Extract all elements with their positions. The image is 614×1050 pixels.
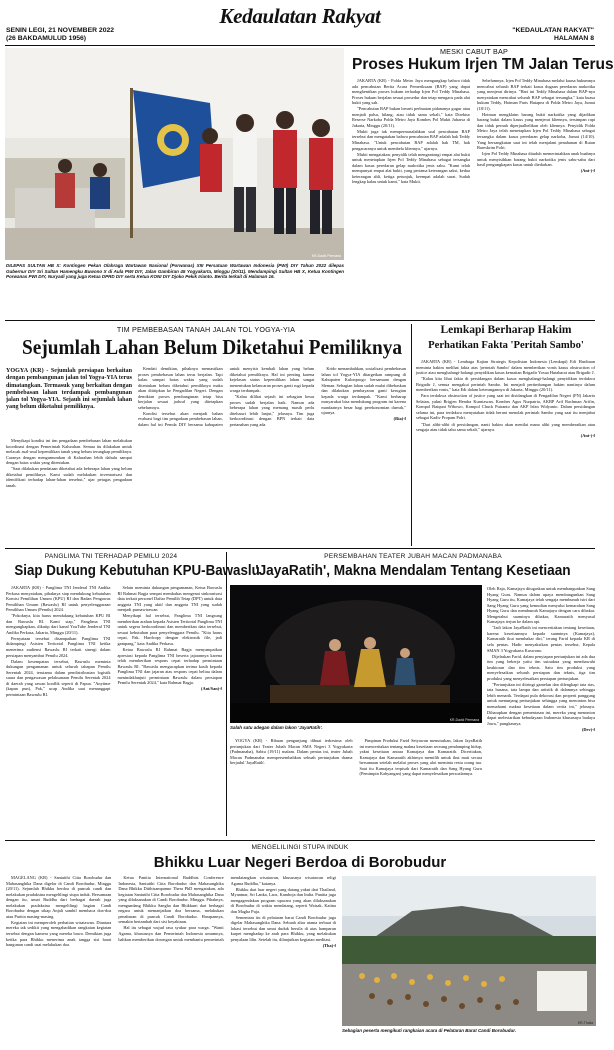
headline-teater: 'JayaRatih', Makna Mendalam Tentang Kesetiaan xyxy=(255,563,571,579)
paragraph: "Pokoknya, kita harus mendukung kebutuhan KPU RI dan Bawaslu RI. Kami siap," Panglima TNI mengungkapkan, dikutip dari kanal YouTube Jenderal TNI Andika Perkasa, Jakarta, Minggu (20/11). xyxy=(6,613,111,635)
byline-signature: (Dev)-f xyxy=(581,726,595,732)
kicker-hakim: Lemkapi Berharap Hakim xyxy=(440,324,572,336)
paragraph: Ketua Panitia International Buddhist Conference Indonesia, Santutthi Citta Borobudur dan Mahasanghika Dana Bhikku Ditthisampanno Thera PhD mengatakan, ada kegiatan Santutthi Citta Borobudur dan Mahasanghika Dana yang dilaksanakan di Candi Borobudur. Minggu. Pihaknya, mengundang Bhikku Sangha dan Bhikkuni dari berbagai negara untuk memanjatkan doa bersama, melakukan penaburan di puncak Candi Borobudur. Harapannya, semakin bertambah dari sisi keyakinan. xyxy=(118,875,224,925)
paragraph: "Jadi lakon JayaRatih ini menceritakan tentang kesetiaan, karena kesetiaannya kepada suaminya (Kamajaya), Kamaratih ikut membakar diri," terang Farid kepada KR di sela pentas. Hadir menyaksikan pentas tersebut, Kepala SMAN 3 Yogyakarta Kuswono. xyxy=(487,625,595,653)
tol-col1 xyxy=(6,438,132,544)
paragraph: JAKARTA (KR) - Polda Metro Jaya mengungkap bahwa tidak ada pencabutan Berita Acara Pemeriksaan (BAP) yang dapat menghentikan proses hukum terhadap Irjen Pol Teddy Minahasa. Proses hukum berjalan sesuai prosedur dan tetap mengacu pada alat bukti yang sah. xyxy=(352,78,470,106)
article-bhikku-body xyxy=(6,875,336,1047)
masthead-logo xyxy=(205,3,395,29)
headline-pemilu: Siap Dukung Kebutuhan KPU-Bawaslu xyxy=(14,563,260,579)
paragraph: Dalam kesempatan tersebut, Bawaslu meminta dukungan pengamanan untuk seluruh tahapan Pemilu Serentak 2024, terutama dalam pendistribusian logistik suara dan pengawasan pelaksanaan Pemilu Serentak 2024 di daerah yang rawan konflik seperti di Papua. "Anytime (kapan pun), Pak," ucap Andika saat menanggapi permintaan Bawaslu RI. xyxy=(6,658,111,697)
section-rule-1 xyxy=(5,320,595,321)
paragraph: Hal itu sebagai wujud rasa syukur para warga. "Wanti Agama, khususnya dan Pemerintah Indonesia umumnya, bahkan memberikan dorongan untuk membantu pemerintah mendatangkan wisatawan, khususnya wisatawan religi Agama Buddha," katanya. xyxy=(118,875,336,942)
masthead-rule xyxy=(5,45,595,46)
byline-signature: (Tha)-f xyxy=(322,943,336,949)
paragraph: Krido menambahkan, sosialisasi pembebasan lahan tol Yogya-YIA ditargetkan rampung di Kabupaten Kulonprogo bersamaan dengan Sleman. Sebagian lahan sudah mulai dibebaskan dan dilakukan pembayaran ganti kerugian kepada warga terdampak. "Kami berharap masyarakat bisa mendukung program ini karena manfaatnya besar bagi perekonomian daerah," ujarnya. xyxy=(321,366,406,416)
paragraph: YOGYA (KR) - Ribuan pengunjung dibuat terkesima oleh pertunjukan dari Teater Jubah Macan SMA Negeri 3 Yogyakarta (Padmanaba), Sabtu (19/11) malam. Dalam pentas ini, teater Jubah Macan Padmanaba mempersembahkan sebuah pertunjukan drama berjudul 'JayaRatih'. xyxy=(230,738,353,766)
paragraph: "Dari alibi-alibi di persidangan, nanti hakim akan menilai mana alibi yang memberatkan atau sengaja atau tidak tahu sama sekali," ujarnya. xyxy=(416,421,595,433)
byline-signature: (Ant-)-f xyxy=(580,433,595,439)
issue-date-javanese: (26 BAKDAMULUD 1956) xyxy=(6,35,87,42)
masthead-date xyxy=(6,27,206,47)
photo-borobudur xyxy=(342,876,596,1026)
article-police-body xyxy=(352,78,595,314)
paragraph: Menyikapi kondisi ini tim pengadaan pembebasan lahan melakukan koordinasi dengan Pemerintah Kalurahan. Semua itu dilakukan untuk melacak asal-usul kepemilikan tanah yang belum terungkap pemiliknya. Caranya dengan mengumumkan di Kalurahan lebih dahulu sampai dengan batas waktu yang ditentukan. xyxy=(6,438,132,466)
paragraph: Selain meminta dukungan pengamanan, Ketua Bawaslu RI Rahmat Bagja sempat membahas mengenai sinkronisasi data terkait personel Daftar Pemilih Tetap (DPT) untuk data anggota TNI yang aktif dan anggota TNI yang sudah menjadi purnawirawan. xyxy=(117,585,222,613)
paragraph: "Pencabutan BAP bukan berarti perbuatan pidananya gugur atau menjadi palsu, hilang, atau tidak sama sekali," kata Direktur Reserse Narkoba Polda Metro Jaya Kombes Pol Mukti Juharsa di Jakarta, Minggu (20/11). xyxy=(352,106,470,128)
paragraph: "Pertunjukan ini diiringi gamelan dan dilengkapi tata rias, tata busana, tata lampu dan artistik di dalamnya sehingga lebih menarik. Terdapat pula dekorasi dan properti panggung untuk menunjang pertunjukan sehingga yang menonton bisa memahami makna kesetiaan dalam cerita ini," jelasnya. Diharapkan dengan pementasan ini, mereka yang menonton dapat melestarikan kebudayaan Indonesia khususnya budaya Jawa," pungkasnya. xyxy=(487,681,595,726)
headline-tol: Sejumlah Lahan Belum Diketahui Pemiliknya xyxy=(22,335,403,359)
kicker-teater: PERSEMBAHAN TEATER JUBAH MACAN PADMANABA xyxy=(324,553,502,560)
byline-signature: (Ria)-f xyxy=(393,416,406,422)
paragraph: Mukti mengatakan, penyidik telah mengantongi empat alat bukti untuk menetapkan Irjen Pol Teddy Minahasa sebagai tersangka dalam kasus peredaran gelap narkotika jenis sabu. "Kami telah mempunyai empat alat bukti, yang pertama keterangan saksi, kedua keterangan ahli, ketiga petunjuk, keempat adalah surat. Sudah lengkap kalau untuk kami," kata Mukti. xyxy=(352,151,470,185)
photo-credit: KR-David Permana xyxy=(311,254,341,258)
photo-credit: KR-David Permana xyxy=(449,718,479,722)
paragraph: Bhikku dari luar negeri yang datang yakni dari Thailand, Myanmar, Sri Lanka, Laos, Kamboja dan India. Panitia juga mengagendakan program upacara yang akan dilaksanakan di Borobudur di waktu mendatang, seperti Waisak, Katina dan Magha Puja. xyxy=(230,886,336,914)
vertical-rule-teater xyxy=(226,552,227,836)
photo-caption-sultan: DILEPAS SULTAN HB X: Kontingen Pekan Olahraga Wartawan Nasional (Porwanas) XIII Persatuan Wartawan Indonesia (PWI) DIY Tahun 2022 dilepas Gubernur DIY Sri Sultan Hamengku Buwono X di Aula PWI DIY, Jalan Gambiran 45 Yogyakarta, Minggu (20/11). Mendampingi Sultan HB X, Ketua Kontingen Porwanas PWI DIY, Nuryadi yang juga Ketua DPRD DIY serta Ketua KONI DIY Djoko Pekik Irianto. Berita terkait di Halaman 16. xyxy=(6,263,344,280)
headline-hakim: Perhatikan Fakta 'Peritah Sambo' xyxy=(428,340,584,351)
paragraph: Ketua Bawaslu RI Rahmat Bagja menyampaikan apresiasi kepada Panglima TNI beserta jajarannya karena telah memberikan respons cepat terhadap permintaan Bawaslu RI. "Bawaslu mengucapkan terima kasih kepada Panglima TNI dan jajaran atas respons cepat beliau dalam menindaklanjuti permintaan Bawaslu dalam persiapan Pemilu Serentak 2024," kata Rahmat Bagja. xyxy=(117,647,222,686)
theater-stage-photo xyxy=(230,585,482,723)
page-number: HALAMAN 8 xyxy=(553,35,594,42)
tol-lead: YOGYA (KR) - Sejumlah persiapan berkaitan dengan pembangunan jalan tol Yogya-YIA terus dimatangkan. Termasuk yang berkaitan dengan pembebasan lahan terdampak pembangunan jalan tol Yogya-YIA. Sejauh ini sejumlah lahan yang belum diketahui pemiliknya. xyxy=(6,368,132,411)
paragraph: MAGELANG (KR) - Santutthi Citta Borobudur dan Mahasanghika Dana digelar di Candi Borobudur, Minggu (20/11). Sejumlah Bhikku berdoa di puncak candi dan melakukan pradaksina mengelilingi stupa induk. Bersamaan dengan itu, umat Buddha dari berbagai daerah juga melakukan pradaksina mengelilingi bagian Candi Borobudur dengan sikap Anjali sambil membaca doa-doa atau Paritta masing-masing. xyxy=(6,875,112,919)
paragraph: Dijelaskan Farid, dalam penyiapan pertunjukan ini ada dua tim yang bekerja yaitu tim sutradara yang membawahi keaktoran dan tim teknis. Satu tim produksi yang menyelesaikan seluruh persiapan dan teknis, tiga tim produksi yang menyelesaikan persiapan pertunjukan. xyxy=(487,653,595,681)
paragraph: Kendati demikian, pihaknya memastikan proses pembebasan lahan terus berjalan. Tapi kalau sampai batas waktu yang sudah ditentukan belum diketahui pemiliknya maka akan dititipkan ke Pengadilan Negeri. Dengan demikian proses pembangunan tetap bisa berjalan sesuai jadwal yang ditetapkan sebelumnya. xyxy=(138,366,223,410)
photo-caption-teater: Salah satu adegan dalam lakon 'JayaRatih'. xyxy=(230,725,323,730)
paragraph: "Kalau dilihat sejauh ini sebagian besar proses sudah berjalan baik. Namun ada beberapa lahan yang memang masih perlu ditelusuri lebih lanjut," jelasnya. Tim juga berkoordinasi dengan BPN terkait data pertanahan yang ada. xyxy=(229,394,315,427)
paragraph: Irjen Pol Teddy Minahasa dituduh memerintahkan anak buahnya untuk menyisihkan barang bukti narkotika jenis sabu-sabu dari hasil pengungkapan kasus untuk diedarkan. xyxy=(477,151,595,168)
kicker-pemilu: PANGLIMA TNI TERHADAP PEMILU 2024 xyxy=(44,553,178,560)
paragraph: Sebelumnya, Irjen Pol Teddy Minahasa melalui kuasa hukumnya mencabut seluruh BAP terkait kasus dugaan peredaran narkotika yang menjerat dirinya. "Hari ini Teddy Minahasa dalam BAP-nya menyatakan mencabut seluruh BAP sebagai tersangka," kata kuasa hukum Teddy, Hotman Paris Hutapea di Polda Metro Jaya, Jumat (18/11). xyxy=(477,78,596,111)
paragraph: Mukti juga tak mempermasalahkan soal pencabutan BAP tersebut dan mengatakan bahwa pencabutan BAP adalah hak Teddy Minahasa. "Untuk pencabutan BAP adalah hak TM, hak pengacaranya untuk membela kliennya," ujarnya. xyxy=(352,128,470,151)
paper-name: "KEDAULATAN RAKYAT" xyxy=(512,27,594,34)
headline-bhikku: Bhikku Luar Negeri Berdoa di Borobudur xyxy=(153,854,447,871)
paragraph: Kondisi tersebut akan menjadi bahan evaluasi bagi tim pengadaan pembebasan lahan, dalam hal ini Pemda DIY bersama kabupaten untuk menyisir kembali lahan yang belum diketahui pemiliknya. Hal ini penting karena kejelasan status kepemilikan lahan sangat menentukan kelancaran proses ganti rugi kepada warga terdampak. xyxy=(138,366,315,427)
photo-caption-bhikku: Sebagian peserta mengikuti rangkaian acara di Pelataran Barat Candi Borobudur. xyxy=(342,1028,517,1033)
article-hakim-body xyxy=(416,359,595,545)
paragraph: JAKARTA (KR) - Lembaga Kajian Strategis Kepolisian Indonesia (Lemkapi) Edi Hasibuan meminta hakim melihat fakta atas 'perintah Sambo' dalam memberikan vonis kasus obstruction of justice atau menghalangi-halangi penyidikan kasus kematian Brigadir Yosua Hutabarat atau Brigadir J. xyxy=(416,359,595,376)
section-rule-3 xyxy=(5,840,595,841)
tol-body xyxy=(138,366,406,544)
paragraph: Pimpinan Produksi Farid Setyawan menuturkan, lakon JayaRatih ini menceritakan tentang makna kesetiaan seorang pendamping hidup, yakni kesetiaan antara Kamajaya dan Kamaratih. Diceritakan, Kamajaya dan Kamaratih akhirnya memilih untuk ikut mati secara bersamaan setelah melalui proses yang alot meminta restu orang tua. Saat itu Kamajaya terpisah dari Kamaratih dan Sang Hyang Guru (Pemimpin Kahyangan) yang dapat menyelesaikan persoalannya. xyxy=(359,738,482,777)
paragraph: Hotman mengklaim barang bukti narkotika yang dijadikan barang bukti dalam kasus yang menjerat kliennya, tersimpan rapi dan tidak pernah diperjualbelikan oleh kliennya. Penyidik Polda Metro Jaya telah menetapkan Irjen Pol Teddy Minahasa sebagai tersangka dalam kasus peredaran gelap narkoba, Jumat (14/10). Yang bersangkutan saat ini telah menjalani penahanan di Rutan Bareskrim Polri. xyxy=(477,111,595,151)
issue-date: SENIN LEGI, 21 NOVEMBER 2022 xyxy=(6,27,115,34)
paragraph: Kegiatan ini memperoleh perhatian wisatawan. Diantara mereka tak sedikit yang mengabadikan rangkaian kegiatan tersebut dengan kamera yang mereka bawa. Demikian juga ketika para Bhikku menerima anak tangga sisi barat bangunan candi usai melakukan doa. xyxy=(6,919,112,948)
photo-sultan-flag-ceremony xyxy=(5,48,344,260)
photo-credit: KR-Tholia xyxy=(577,1021,593,1025)
section-rule-2 xyxy=(5,548,595,549)
byline-signature: (Ant/San)-f xyxy=(201,686,222,692)
paragraph: "Saat dilakukan pendataan diketahui ada beberapa lahan yang belum diketahui pemiliknya. Kami sudah melakukan inventarisasi dan identifikasi terhadap lahan-lahan tersebut," ujar petugas pengadaan tanah. xyxy=(6,466,132,488)
photo-teater-stage xyxy=(230,585,482,723)
kicker-tol: TIM PEMBEBASAN TANAH JALAN TOL YOGYA-YIA xyxy=(116,325,296,334)
article-pemilu-body xyxy=(6,585,222,835)
newspaper-logo: Kedaulatan Rakyat xyxy=(219,4,381,28)
paragraph: Para terdakwa obstruction of justice yang saat ini disidangkan di Pengadilan Negeri (PN) Jakarta Selatan, yakni Brigjen Hendra Kurniawan, Kombes Agus Nurpatria, AKBP Arif Rachman Arifin, Kompol Baiquni Wibowo, Kompol Chuck Putranto dan AKP Irfan Widyanto. Dalam persidangan selama ini, para terdakwa menyatakan tidak berani menolak perintah Sambo yang saat itu menjabat sebagai Kadiv Propam Polri. xyxy=(416,393,595,421)
kicker-bhikku: MENGELILINGI STUPA INDUK xyxy=(251,844,349,851)
vertical-rule-hakim xyxy=(411,324,412,546)
flag-ceremony-photo xyxy=(5,48,344,260)
byline-signature: (Ant-)-f xyxy=(580,168,595,174)
paragraph: Menyikapi hal tersebut, Panglima TNI langsung memberikan arahan kepada Asisten Teritorial Panglima TNI untuk segera berkoordinasi dan memberikan data tersebut, sesuai kebutuhan para penyelenggara Pemilu. "Kita harus cepat, Pak. Hardcopy dengan elektronik file, jadi gampang," kata Andika Perkasa. xyxy=(117,613,222,646)
paragraph: "Kalau kita lihat fakta di persidangan dalam kasus menghalangi-halangi penyidikan terdakwa Brigadir J, semua mengakui perintah Sambo. Ini menjadi pertimbangan hakim nantinya dalam memberikan vonis," kata Edi dalam keterangannya di Jakarta, Minggu (20/11). xyxy=(416,376,595,393)
teater-right-col xyxy=(487,586,595,836)
paragraph: Pernyataan tersebut disampaikan Panglima TNI didampingi Asisten Teritorial Panglima TNI ketika menerima audiensi Bawaslu RI terkait sinergi dalam persiapan menyambut Pemilu 2024. xyxy=(6,635,111,658)
paragraph: Sementara itu di pelataran barat Candi Borobudur juga digelar Mahasanghika Dana. Sebuah altar utama terbuat di lokasi tersebut dan umat duduk bersila di atas hamparan karpet menghadap ke arah para Bhikku, yang melakukan penyalaan lilin. Setelah itu, dilanjutkan kegiatan meditasi. xyxy=(230,914,336,943)
paragraph: JAKARTA (KR) - Panglima TNI Jenderal TNI Andika Perkasa menyatakan, pihaknya siap mendukung kebutuhan Komisi Pemilihan Umum (KPU) RI dan Badan Pengawas Pemilihan Umum (Bawaslu) RI untuk penyelenggaraan Pemilihan Umum (Pemilu) 2024. xyxy=(6,585,111,613)
headline-police: Proses Hukum Irjen TM Jalan Terus xyxy=(352,56,614,73)
paragraph: Oleh Raja, Kamajaya ditugaskan untuk membangunkan Sang Hyang Guru. Namun dalam upaya membangunkan Sang Hyang Guru itu, Kamajaya telah sengaja membunuh istri dari Sang Hyang Guru yang kemudian menyulut kemarahan Sang Hyang Guru dan membunuh Kamajaya dengan cara dibakar. Mengetahui suaminya dibakar, Kamaratih menyusul Kamajaya terjun ke dalam api. xyxy=(487,586,595,625)
kicker-police: MESKI CABUT BAP xyxy=(440,47,508,56)
borobudur-ceremony-photo xyxy=(342,876,596,1026)
teater-bottom-cols xyxy=(230,738,482,836)
masthead-right xyxy=(420,27,594,47)
